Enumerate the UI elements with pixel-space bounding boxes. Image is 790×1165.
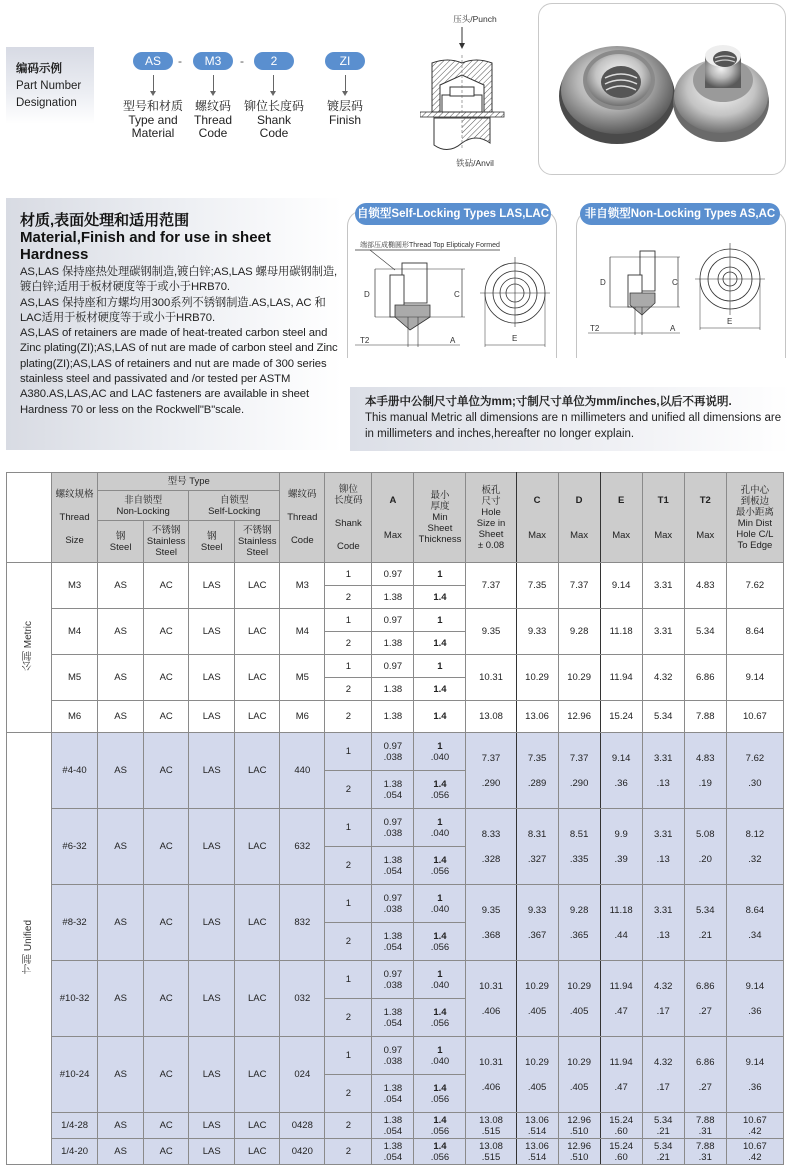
cell-T2: 5.34 [684, 609, 726, 655]
cell-thread-code: 0428 [280, 1113, 325, 1139]
product-photo [538, 3, 786, 175]
cell-T2: 5.34 .21 [684, 885, 726, 961]
cell-shank-code: 1 [325, 885, 372, 923]
cell-thread-size: #4-40 [52, 733, 98, 809]
cell-thread-code: M4 [280, 609, 325, 655]
cell-A: 0.97 .038 [372, 1037, 414, 1075]
cell-thread-code: 440 [280, 733, 325, 809]
cell-lac: LAC [235, 609, 280, 655]
cell-T2: 7.88 .31 [684, 1113, 726, 1139]
cell-shank-code: 1 [325, 1037, 372, 1075]
cell-min-sheet: 1 [414, 609, 466, 632]
header-shank-code: 铆位 长度码 Shank Code [325, 473, 372, 563]
cell-min-sheet: 1 .040 [414, 961, 466, 999]
cell-C: 9.33 [516, 609, 558, 655]
cell-lac: LAC [235, 655, 280, 701]
cell-min-dist: 7.62 .30 [726, 733, 783, 809]
header-min-dist: 孔中心 到板边 最小距离 Min Dist Hole C/L To Edge [726, 473, 783, 563]
down-arrow-icon [213, 75, 214, 93]
cell-min-sheet: 1.4 .056 [414, 923, 466, 961]
cell-T2: 7.88 .31 [684, 1139, 726, 1165]
dim-E: E [727, 317, 733, 326]
cell-lac: LAC [235, 1113, 280, 1139]
cell-E: 15.24 .60 [600, 1139, 642, 1165]
dim-T2: T2 [590, 324, 600, 333]
cell-C: 13.06 .514 [516, 1139, 558, 1165]
material-body-cn-2: AS,LAS 保持座和方螺均用300系列不锈钢制造.AS,LAS, AC 和LAC适用于板材硬度等于或小于HRB70. [20, 296, 326, 324]
cell-A: 0.97 [372, 609, 414, 632]
cell-thread-code: 024 [280, 1037, 325, 1113]
cell-las: LAS [189, 609, 235, 655]
cell-shank-code: 2 [325, 1113, 372, 1139]
header-min-sheet: 最小 厚度 Min Sheet Thickness [414, 473, 466, 563]
cell-shank-code: 1 [325, 733, 372, 771]
table-row [7, 563, 784, 586]
punch-anvil-drawing [420, 5, 530, 170]
cell-E: 15.24 [600, 701, 642, 733]
cell-ac: AC [144, 655, 189, 701]
cell-as: AS [98, 1037, 144, 1113]
cell-lac: LAC [235, 1139, 280, 1165]
header-steel: 钢 Steel [189, 521, 235, 563]
units-note [350, 387, 790, 451]
cell-ac: AC [144, 885, 189, 961]
cell-min-sheet: 1.4 [414, 586, 466, 609]
table-row [7, 733, 784, 771]
cell-as: AS [98, 655, 144, 701]
cell-T2: 6.86 .27 [684, 961, 726, 1037]
units-note-en: This manual Metric all dimensions are n millimeters and unified all dimensions are in millimeters and inches,hereafter no longer explain. [365, 412, 782, 440]
cell-lac: LAC [235, 563, 280, 609]
header-non-locking: 非自锁型 Non-Locking [98, 491, 189, 521]
table-row [7, 1113, 784, 1139]
header-A: A Max [372, 473, 414, 563]
material-body-cn-1: AS,LAS 保持座热处理碳钢制造,镀白锌;AS,LAS 螺母用碳钢制造,镀白锌;适用于板材硬度等于或小于HRB70. [20, 266, 338, 294]
cell-T2: 6.86 [684, 655, 726, 701]
cell-C: 13.06 .514 [516, 1113, 558, 1139]
code-pill-thread: M3 [193, 52, 233, 70]
cell-hole-size: 10.31 .406 [466, 961, 516, 1037]
cell-as: AS [98, 1139, 144, 1165]
cell-min-sheet: 1.4 .056 [414, 1113, 466, 1139]
table-row [7, 885, 784, 923]
cell-D: 7.37 [558, 563, 600, 609]
cell-T1: 5.34 [642, 701, 684, 733]
cell-thread-code: M3 [280, 563, 325, 609]
cell-hole-size: 9.35 [466, 609, 516, 655]
cell-D: 9.28 .365 [558, 885, 600, 961]
cell-A: 0.97 .038 [372, 809, 414, 847]
material-title-en: Material,Finish and for use in sheet Hardness [20, 229, 271, 263]
cell-thread-size: #8-32 [52, 885, 98, 961]
cell-min-sheet: 1 [414, 563, 466, 586]
cell-hole-size: 10.31 [466, 655, 516, 701]
cell-thread-size: #10-32 [52, 961, 98, 1037]
cell-thread-code: 0420 [280, 1139, 325, 1165]
cell-A: 0.97 [372, 655, 414, 678]
cell-hole-size: 13.08 .515 [466, 1113, 516, 1139]
cell-T1: 5.34 .21 [642, 1113, 684, 1139]
cell-lac: LAC [235, 733, 280, 809]
dim-A: A [450, 336, 456, 345]
table-row [7, 609, 784, 632]
cell-as: AS [98, 609, 144, 655]
cell-A: 1.38 [372, 586, 414, 609]
cell-T2: 7.88 [684, 701, 726, 733]
cell-hole-size: 13.08 [466, 701, 516, 733]
non-locking-tab: 非自锁型Non-Locking Types AS,AC [580, 203, 780, 225]
cell-min-sheet: 1 [414, 655, 466, 678]
cell-ac: AC [144, 733, 189, 809]
cell-T1: 3.31 .13 [642, 733, 684, 809]
cell-E: 11.94 .47 [600, 961, 642, 1037]
cell-A: 1.38 .054 [372, 847, 414, 885]
cell-shank-code: 2 [325, 1139, 372, 1165]
self-locking-drawing [350, 235, 555, 355]
header-hole-size: 板孔 尺寸 Hole Size in Sheet ± 0.08 [466, 473, 516, 563]
table-header [7, 473, 784, 563]
table-row [7, 655, 784, 678]
cell-E: 9.14 [600, 563, 642, 609]
header-D: D Max [558, 473, 600, 563]
cell-C: 10.29 .405 [516, 1037, 558, 1113]
cell-lac: LAC [235, 885, 280, 961]
down-arrow-icon [153, 75, 154, 93]
cell-C: 8.31 .327 [516, 809, 558, 885]
cell-lac: LAC [235, 701, 280, 733]
cell-E: 11.18 [600, 609, 642, 655]
cell-D: 12.96 .510 [558, 1139, 600, 1165]
cell-A: 1.38 [372, 632, 414, 655]
cell-thread-size: 1/4-20 [52, 1139, 98, 1165]
dim-C: C [454, 290, 460, 299]
cell-as: AS [98, 563, 144, 609]
cell-D: 12.96 .510 [558, 1113, 600, 1139]
cell-A: 1.38 .054 [372, 1139, 414, 1165]
cell-C: 10.29 [516, 655, 558, 701]
cell-T1: 3.31 [642, 609, 684, 655]
cell-C: 7.35 [516, 563, 558, 609]
dim-T2: T2 [360, 336, 370, 345]
header-thread-size: 螺纹规格 Thread Size [52, 473, 98, 563]
cell-A: 1.38 .054 [372, 1113, 414, 1139]
dim-A: A [670, 324, 676, 333]
cell-C: 10.29 .405 [516, 961, 558, 1037]
cell-min-dist: 9.14 [726, 655, 783, 701]
units-note-cn: 本手册中公制尺寸单位为mm;寸制尺寸单位为mm/inches,以后不再说明. [365, 396, 732, 408]
cell-min-sheet: 1.4 [414, 678, 466, 701]
cell-T2: 5.08 .20 [684, 809, 726, 885]
cell-lac: LAC [235, 961, 280, 1037]
cell-shank-code: 1 [325, 563, 372, 586]
material-body-en: AS,LAS of retainers are made of heat-treated carbon steel and Zinc plating(ZI);AS,LAS of nut are made of carbon steel and Zinc plating(ZI);AS,LAS of retainers and nut are made of 300 series stainless steel and passivated and /or tested per ASTM A380.AS,LAS,AC and LAC fasteners are available in sheet Hardness 70 or less on the Rockwell"B"scale. [20, 327, 338, 416]
punch-label: 压头/Punch [453, 14, 497, 24]
cell-ac: AC [144, 1139, 189, 1165]
dim-D: D [364, 290, 370, 299]
cell-min-dist: 10.67 .42 [726, 1139, 783, 1165]
cell-min-dist: 8.12 .32 [726, 809, 783, 885]
cell-las: LAS [189, 1139, 235, 1165]
cell-thread-code: M5 [280, 655, 325, 701]
cell-las: LAS [189, 885, 235, 961]
cell-ac: AC [144, 609, 189, 655]
cell-T1: 3.31 .13 [642, 885, 684, 961]
cell-min-dist: 10.67 .42 [726, 1113, 783, 1139]
cell-las: LAS [189, 733, 235, 809]
cell-lac: LAC [235, 809, 280, 885]
cell-T2: 4.83 .19 [684, 733, 726, 809]
cell-shank-code: 2 [325, 771, 372, 809]
header-type: 型号 Type [98, 473, 280, 491]
cell-T1: 4.32 [642, 655, 684, 701]
table-row [7, 809, 784, 847]
cell-shank-code: 2 [325, 678, 372, 701]
cell-hole-size: 13.08 .515 [466, 1139, 516, 1165]
fastener-photo-illustration [539, 4, 786, 175]
cell-las: LAS [189, 961, 235, 1037]
material-section [6, 198, 342, 450]
cell-min-dist: 7.62 [726, 563, 783, 609]
cell-T1: 4.32 .17 [642, 961, 684, 1037]
cell-min-sheet: 1.4 .056 [414, 999, 466, 1037]
cell-min-dist: 8.64 [726, 609, 783, 655]
cell-shank-code: 2 [325, 847, 372, 885]
cell-shank-code: 2 [325, 999, 372, 1037]
cell-shank-code: 2 [325, 586, 372, 609]
code-pill-type: AS [133, 52, 173, 70]
part-number-title-box [6, 47, 94, 124]
cell-min-sheet: 1.4 [414, 701, 466, 733]
table-body [7, 563, 784, 1165]
dim-D: D [600, 278, 606, 287]
header-E: E Max [600, 473, 642, 563]
cell-T1: 3.31 [642, 563, 684, 609]
down-arrow-icon [273, 75, 274, 93]
header-thread-code: 螺纹码 Thread Code [280, 473, 325, 563]
cell-thread-size: M5 [52, 655, 98, 701]
part-number-title-en-2: Designation [16, 97, 77, 109]
cell-T2: 4.83 [684, 563, 726, 609]
header-T2: T2 Max [684, 473, 726, 563]
cell-ac: AC [144, 563, 189, 609]
cell-as: AS [98, 701, 144, 733]
cell-A: 1.38 .054 [372, 999, 414, 1037]
section-label-unified: 寸制 Unified [7, 733, 52, 1165]
cell-A: 1.38 .054 [372, 923, 414, 961]
cell-A: 0.97 .038 [372, 733, 414, 771]
cell-thread-size: M6 [52, 701, 98, 733]
cell-D: 8.51 .335 [558, 809, 600, 885]
cell-shank-code: 2 [325, 1075, 372, 1113]
cell-D: 10.29 .405 [558, 961, 600, 1037]
cell-T1: 5.34 .21 [642, 1139, 684, 1165]
punch-anvil-diagram [420, 5, 530, 170]
cell-as: AS [98, 809, 144, 885]
cell-thread-code: 832 [280, 885, 325, 961]
cell-min-sheet: 1 .040 [414, 1037, 466, 1075]
cell-shank-code: 2 [325, 632, 372, 655]
cell-as: AS [98, 1113, 144, 1139]
code-separator: - [240, 54, 244, 68]
cell-shank-code: 2 [325, 701, 372, 733]
cell-min-dist: 8.64 .34 [726, 885, 783, 961]
cell-min-sheet: 1.4 .056 [414, 771, 466, 809]
cell-E: 11.94 [600, 655, 642, 701]
cell-hole-size: 7.37 [466, 563, 516, 609]
cell-lac: LAC [235, 1037, 280, 1113]
cell-las: LAS [189, 563, 235, 609]
cell-hole-size: 9.35 .368 [466, 885, 516, 961]
header-steel: 钢 Steel [98, 521, 144, 563]
label-finish: 镀层码 Finish [326, 99, 363, 127]
cell-min-sheet: 1 .040 [414, 733, 466, 771]
cell-as: AS [98, 885, 144, 961]
label-shank-code: 铆位长度码 Shank Code [243, 99, 304, 140]
cell-D: 10.29 [558, 655, 600, 701]
label-thread-code: 螺纹码 Thread Code [193, 99, 233, 140]
header-stainless: 不锈钢 Stainless Steel [144, 521, 189, 563]
cell-E: 15.24 .60 [600, 1113, 642, 1139]
cell-T1: 3.31 .13 [642, 809, 684, 885]
cell-shank-code: 1 [325, 961, 372, 999]
cell-A: 1.38 .054 [372, 771, 414, 809]
cell-min-sheet: 1 .040 [414, 809, 466, 847]
cell-C: 7.35 .289 [516, 733, 558, 809]
cell-min-sheet: 1.4 [414, 632, 466, 655]
cell-las: LAS [189, 809, 235, 885]
self-locking-tab: 自锁型Self-Locking Types LAS,LAC [355, 203, 551, 225]
label-type-material: 型号和材质 Type and Material [122, 99, 183, 140]
code-pill-shank: 2 [254, 52, 294, 70]
code-separator: - [178, 54, 182, 68]
cell-thread-size: M3 [52, 563, 98, 609]
cell-ac: AC [144, 809, 189, 885]
cell-min-sheet: 1.4 .056 [414, 1075, 466, 1113]
material-title-cn: 材质,表面处理和适用范围 [20, 212, 190, 229]
cell-shank-code: 2 [325, 923, 372, 961]
cell-thread-code: 032 [280, 961, 325, 1037]
header-stainless: 不锈钢 Stainless Steel [235, 521, 280, 563]
cell-min-dist: 10.67 [726, 701, 783, 733]
cell-las: LAS [189, 701, 235, 733]
section-label-metric: 公制 Metric [7, 563, 52, 733]
part-number-title-cn: 编码示例 [16, 63, 62, 75]
cell-D: 9.28 [558, 609, 600, 655]
cell-hole-size: 10.31 .406 [466, 1037, 516, 1113]
dim-C: C [672, 278, 678, 287]
non-locking-drawing [580, 235, 785, 355]
cell-as: AS [98, 733, 144, 809]
cell-min-sheet: 1.4 .056 [414, 1139, 466, 1165]
cell-thread-size: #10-24 [52, 1037, 98, 1113]
cell-E: 9.9 .39 [600, 809, 642, 885]
cell-las: LAS [189, 1037, 235, 1113]
cell-T1: 4.32 .17 [642, 1037, 684, 1113]
header-C: C Max [516, 473, 558, 563]
cell-thread-code: M6 [280, 701, 325, 733]
cell-as: AS [98, 961, 144, 1037]
anvil-label: 铁砧/Anvil [456, 158, 494, 168]
cell-D: 7.37 .290 [558, 733, 600, 809]
cell-min-dist: 9.14 .36 [726, 1037, 783, 1113]
cell-thread-code: 632 [280, 809, 325, 885]
part-number-title-en-1: Part Number [16, 80, 82, 92]
cell-thread-size: #6-32 [52, 809, 98, 885]
cell-E: 9.14 .36 [600, 733, 642, 809]
cell-ac: AC [144, 1037, 189, 1113]
code-pill-finish: ZI [325, 52, 365, 70]
cell-thread-size: 1/4-28 [52, 1113, 98, 1139]
cell-T2: 6.86 .27 [684, 1037, 726, 1113]
cell-C: 9.33 .367 [516, 885, 558, 961]
cell-las: LAS [189, 1113, 235, 1139]
cell-thread-size: M4 [52, 609, 98, 655]
cell-A: 0.97 .038 [372, 961, 414, 999]
table-row [7, 961, 784, 999]
thread-note: 端部压成椭圆形Thread Top Elipticaly Formed [360, 242, 500, 249]
down-arrow-icon [345, 75, 346, 93]
cell-ac: AC [144, 701, 189, 733]
cell-shank-code: 1 [325, 809, 372, 847]
header-self-locking: 自锁型 Self-Locking [189, 491, 280, 521]
cell-D: 12.96 [558, 701, 600, 733]
cell-C: 13.06 [516, 701, 558, 733]
cell-E: 11.94 .47 [600, 1037, 642, 1113]
table-row [7, 1139, 784, 1165]
cell-min-sheet: 1.4 .056 [414, 847, 466, 885]
table-row [7, 1037, 784, 1075]
table-row [7, 701, 784, 733]
cell-min-sheet: 1 .040 [414, 885, 466, 923]
cell-min-dist: 9.14 .36 [726, 961, 783, 1037]
cell-A: 0.97 [372, 563, 414, 586]
cell-ac: AC [144, 961, 189, 1037]
cell-A: 0.97 .038 [372, 885, 414, 923]
spec-table [6, 472, 784, 1165]
cell-A: 1.38 [372, 678, 414, 701]
header-T1: T1 Max [642, 473, 684, 563]
cell-E: 11.18 .44 [600, 885, 642, 961]
cell-las: LAS [189, 655, 235, 701]
cell-D: 10.29 .405 [558, 1037, 600, 1113]
cell-shank-code: 1 [325, 655, 372, 678]
cell-A: 1.38 [372, 701, 414, 733]
cell-hole-size: 7.37 .290 [466, 733, 516, 809]
cell-hole-size: 8.33 .328 [466, 809, 516, 885]
cell-ac: AC [144, 1113, 189, 1139]
cell-shank-code: 1 [325, 609, 372, 632]
dim-E: E [512, 334, 518, 343]
cell-A: 1.38 .054 [372, 1075, 414, 1113]
